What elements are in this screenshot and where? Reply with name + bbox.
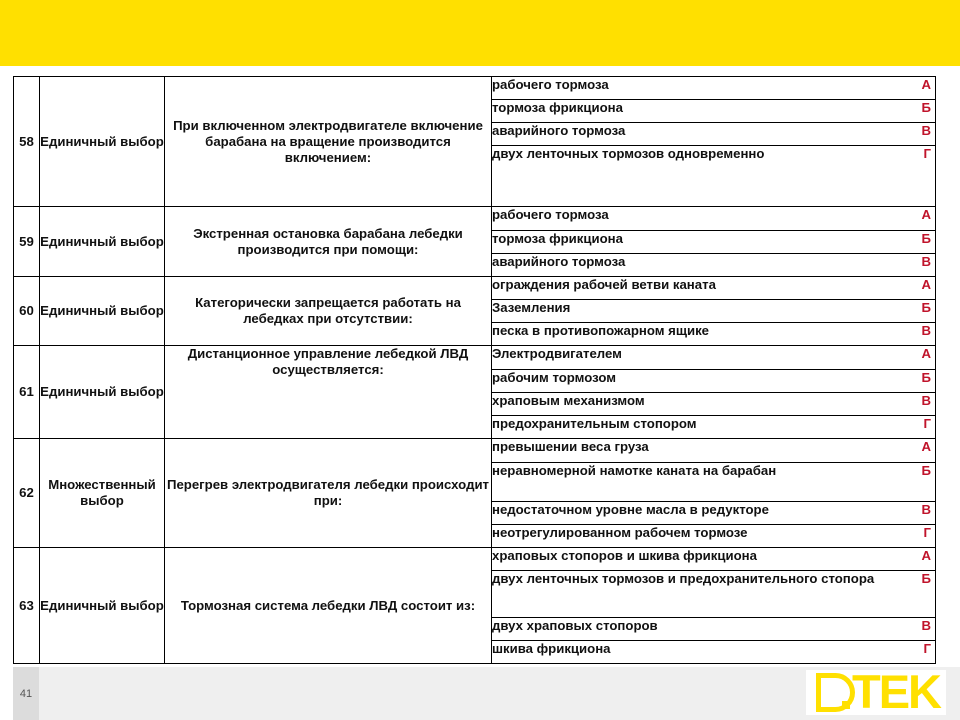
answer-text: аварийного тормоза: [492, 123, 626, 138]
page-number: 41: [19, 688, 33, 700]
answer-option[interactable]: [492, 393, 936, 416]
answer-option[interactable]: [492, 323, 936, 346]
answer-option[interactable]: [492, 502, 936, 525]
answer-option[interactable]: [492, 641, 936, 664]
answer-option[interactable]: [492, 100, 936, 123]
table-row: [14, 207, 936, 231]
answer-option[interactable]: [492, 300, 936, 323]
answer-text: двух храповых стопоров: [492, 618, 658, 633]
answer-letter: Г: [923, 525, 931, 540]
answer-option[interactable]: [492, 525, 936, 548]
answer-option[interactable]: [492, 618, 936, 641]
questions-table: [13, 76, 936, 664]
logo-dot: [842, 701, 850, 709]
question-type: Единичный выбор: [40, 77, 165, 207]
logo-wordmark: TEK: [852, 665, 940, 718]
answer-option[interactable]: [492, 77, 936, 100]
answer-option[interactable]: [492, 207, 936, 231]
answer-option[interactable]: [492, 146, 936, 207]
question-number: 62: [14, 439, 40, 548]
answer-text: рабочего тормоза: [492, 77, 609, 92]
table-row: [14, 277, 936, 300]
answer-text: недостаточном уровне масла в редукторе: [492, 502, 769, 517]
table-row: [14, 77, 936, 100]
answer-option[interactable]: [492, 463, 936, 502]
answer-letter: В: [921, 618, 931, 633]
answer-text: тормоза фрикциона: [492, 231, 623, 246]
answer-text: храповых стопоров и шкива фрикциона: [492, 548, 757, 563]
answer-option[interactable]: [492, 416, 936, 439]
answer-text: предохранительным стопором: [492, 416, 697, 431]
question-text: Дистанционное управление лебедкой ЛВД осуществляется:: [165, 346, 492, 439]
answer-letter: А: [921, 207, 931, 222]
question-number: 63: [14, 548, 40, 664]
answer-text: песка в противопожарном ящике: [492, 323, 710, 338]
answer-letter: Г: [923, 641, 931, 656]
answer-option[interactable]: [492, 571, 936, 618]
question-type: Множественный выбор: [40, 439, 165, 548]
table-row: [14, 439, 936, 463]
answer-option[interactable]: [492, 370, 936, 393]
answer-text: Электродвигателем: [492, 346, 622, 361]
header-bar: [0, 0, 960, 66]
answer-option[interactable]: [492, 548, 936, 571]
answer-text: двух ленточных тормозов одновременно: [492, 146, 765, 161]
question-text: Экстренная остановка барабана лебедки производится при помощи:: [165, 207, 492, 277]
answer-letter: А: [921, 346, 931, 361]
answer-option[interactable]: [492, 277, 936, 300]
answer-text: шкива фрикциона: [492, 641, 611, 656]
answer-text: аварийного тормоза: [492, 254, 626, 269]
answer-letter: Б: [921, 571, 931, 586]
answer-letter: А: [921, 439, 931, 454]
answer-option[interactable]: [492, 254, 936, 277]
answer-letter: Г: [923, 146, 931, 161]
answer-text: храповым механизмом: [492, 393, 645, 408]
answer-text: тормоза фрикциона: [492, 100, 623, 115]
answer-text: рабочего тормоза: [492, 207, 609, 222]
question-number: 59: [14, 207, 40, 277]
answer-option[interactable]: [492, 231, 936, 254]
answer-text: неотрегулированном рабочем тормозе: [492, 525, 748, 540]
answer-text: превышении веса груза: [492, 439, 649, 454]
question-type: Единичный выбор: [40, 346, 165, 439]
answer-text: Заземления: [492, 300, 571, 315]
question-number: 61: [14, 346, 40, 439]
question-text: При включенном электродвигателе включение барабана на вращение производится включением:: [165, 77, 492, 207]
answer-letter: Б: [921, 100, 931, 115]
question-text: Перегрев электродвигателя лебедки происходит при:: [165, 439, 492, 548]
question-type: Единичный выбор: [40, 277, 165, 346]
answer-letter: Б: [921, 370, 931, 385]
answer-letter: В: [921, 502, 931, 517]
answer-letter: А: [921, 77, 931, 92]
answer-option[interactable]: [492, 439, 936, 463]
answer-text: неравномерной намотке каната на барабан: [492, 463, 777, 478]
dtek-logo: [806, 665, 946, 718]
answer-letter: А: [921, 548, 931, 563]
answer-text: рабочим тормозом: [492, 370, 616, 385]
question-number: 58: [14, 77, 40, 207]
answer-option[interactable]: [492, 123, 936, 146]
question-type: Единичный выбор: [40, 207, 165, 277]
answer-letter: Б: [921, 463, 931, 478]
answer-letter: Г: [923, 416, 931, 431]
answer-text: двух ленточных тормозов и предохранительного стопора: [492, 571, 875, 586]
question-text: Категорически запрещается работать на лебедках при отсутствии:: [165, 277, 492, 346]
question-type: Единичный выбор: [40, 548, 165, 664]
answer-letter: В: [921, 323, 931, 338]
answer-letter: Б: [921, 300, 931, 315]
answer-letter: В: [921, 254, 931, 269]
answer-letter: А: [921, 277, 931, 292]
answer-letter: В: [921, 123, 931, 138]
answer-option[interactable]: [492, 346, 936, 370]
answer-text: ограждения рабочей ветви каната: [492, 277, 716, 292]
answer-letter: Б: [921, 231, 931, 246]
table-row: [14, 346, 936, 370]
question-number: 60: [14, 277, 40, 346]
question-text: Тормозная система лебедки ЛВД состоит из:: [165, 548, 492, 664]
table-row: [14, 548, 936, 571]
answer-letter: В: [921, 393, 931, 408]
